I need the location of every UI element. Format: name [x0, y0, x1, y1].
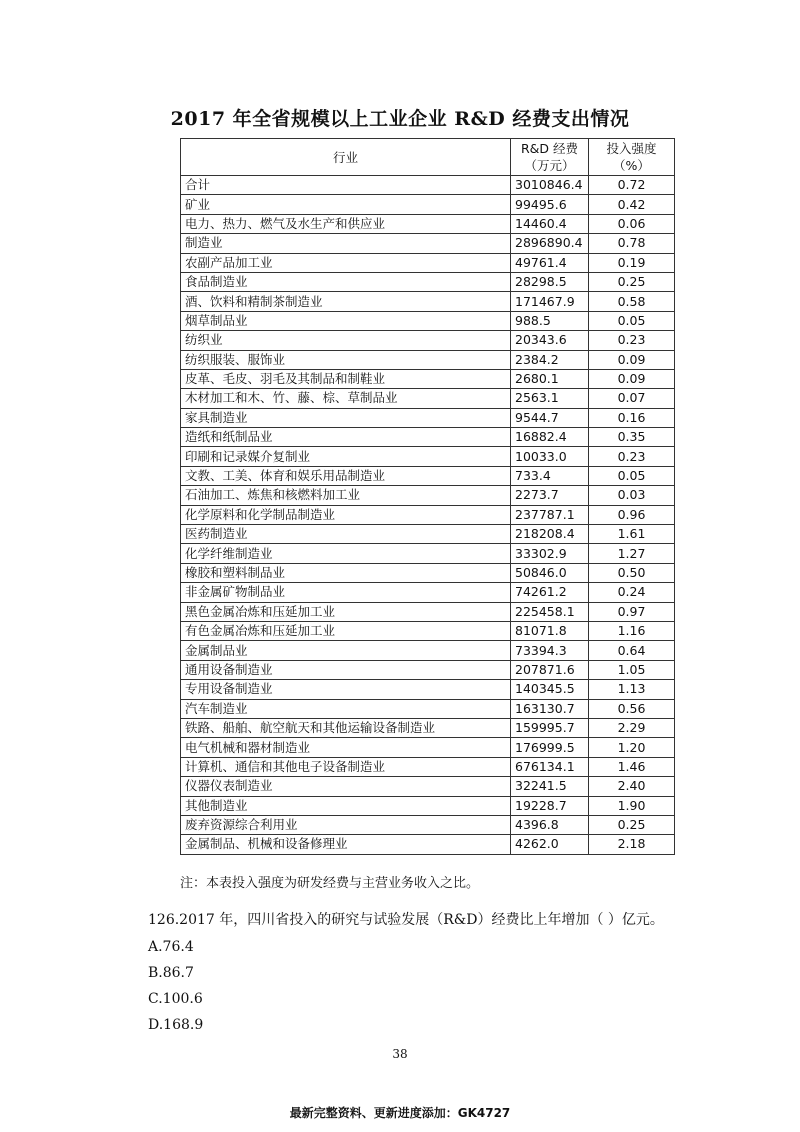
- table-row: [181, 176, 675, 195]
- industry-cell: 黑色金属冶炼和压延加工业: [181, 602, 511, 621]
- table-row: [181, 641, 675, 660]
- header-industry: 行业: [181, 139, 511, 176]
- rd-value-cell: 988.5: [511, 311, 589, 330]
- table-row: [181, 796, 675, 815]
- industry-cell: 烟草制品业: [181, 311, 511, 330]
- table-row: [181, 292, 675, 311]
- intensity-cell: 1.27: [589, 544, 675, 563]
- footer-text: 最新完整资料、更新进度添加：GK4727: [289, 1106, 511, 1120]
- intensity-cell: 0.16: [589, 408, 675, 427]
- rd-value-cell: 2384.2: [511, 350, 589, 369]
- industry-cell: 有色金属冶炼和压延加工业: [181, 621, 511, 640]
- rd-value-cell: 14460.4: [511, 214, 589, 233]
- intensity-cell: 0.23: [589, 331, 675, 350]
- header-intensity: [589, 139, 675, 176]
- industry-cell: 电气机械和器材制造业: [181, 738, 511, 757]
- industry-cell: 金属制品业: [181, 641, 511, 660]
- intensity-cell: 0.09: [589, 369, 675, 388]
- industry-cell: 矿业: [181, 195, 511, 214]
- industry-cell: 木材加工和木、竹、藤、棕、草制品业: [181, 389, 511, 408]
- industry-cell: 橡胶和塑料制品业: [181, 563, 511, 582]
- intensity-cell: 2.29: [589, 718, 675, 737]
- intensity-cell: 0.58: [589, 292, 675, 311]
- rd-value-cell: 676134.1: [511, 757, 589, 776]
- rd-value-cell: 3010846.4: [511, 176, 589, 195]
- rd-value-cell: 140345.5: [511, 680, 589, 699]
- table-header-row: [181, 139, 675, 176]
- industry-cell: 汽车制造业: [181, 699, 511, 718]
- header-intensity-line1: 投入强度: [606, 141, 657, 156]
- intensity-cell: 0.35: [589, 428, 675, 447]
- rd-value-cell: 218208.4: [511, 525, 589, 544]
- table-row: [181, 583, 675, 602]
- rd-value-cell: 33302.9: [511, 544, 589, 563]
- rd-value-cell: 81071.8: [511, 621, 589, 640]
- rd-value-cell: 99495.6: [511, 195, 589, 214]
- intensity-cell: 0.64: [589, 641, 675, 660]
- table-row: [181, 408, 675, 427]
- intensity-cell: 0.42: [589, 195, 675, 214]
- intensity-cell: 0.96: [589, 505, 675, 524]
- table-row: [181, 757, 675, 776]
- intensity-cell: 0.97: [589, 602, 675, 621]
- intensity-cell: 0.78: [589, 234, 675, 253]
- table-row: [181, 486, 675, 505]
- industry-cell: 计算机、通信和其他电子设备制造业: [181, 757, 511, 776]
- option-b: B.86.7: [148, 965, 194, 981]
- industry-cell: 纺织业: [181, 331, 511, 350]
- industry-cell: 铁路、船舶、航空航天和其他运输设备制造业: [181, 718, 511, 737]
- intensity-cell: 1.20: [589, 738, 675, 757]
- industry-cell: 废弃资源综合利用业: [181, 815, 511, 834]
- table-row: [181, 253, 675, 272]
- table-row: [181, 525, 675, 544]
- intensity-cell: 1.61: [589, 525, 675, 544]
- table-row: [181, 699, 675, 718]
- table-row: [181, 660, 675, 679]
- header-rd-value-unit: （万元）: [524, 158, 575, 173]
- table-row: [181, 505, 675, 524]
- table-row: [181, 777, 675, 796]
- industry-cell: 通用设备制造业: [181, 660, 511, 679]
- industry-cell: 电力、热力、燃气及水生产和供应业: [181, 214, 511, 233]
- rd-value-cell: 176999.5: [511, 738, 589, 757]
- intensity-cell: 2.40: [589, 777, 675, 796]
- industry-cell: 农副产品加工业: [181, 253, 511, 272]
- industry-cell: 非金属矿物制品业: [181, 583, 511, 602]
- industry-cell: 医药制造业: [181, 525, 511, 544]
- intensity-cell: 0.09: [589, 350, 675, 369]
- industry-cell: 造纸和纸制品业: [181, 428, 511, 447]
- header-rd-value: [511, 139, 589, 176]
- rd-value-cell: 50846.0: [511, 563, 589, 582]
- rd-value-cell: 16882.4: [511, 428, 589, 447]
- intensity-cell: 0.07: [589, 389, 675, 408]
- intensity-cell: 0.25: [589, 815, 675, 834]
- intensity-cell: 2.18: [589, 835, 675, 854]
- industry-cell: 酒、饮料和精制茶制造业: [181, 292, 511, 311]
- industry-cell: 金属制品、机械和设备修理业: [181, 835, 511, 854]
- rd-value-cell: 28298.5: [511, 272, 589, 291]
- question-text: 126.2017 年，四川省投入的研究与试验发展（R&D）经费比上年增加（ ）亿元。: [148, 912, 664, 928]
- rd-value-cell: 20343.6: [511, 331, 589, 350]
- rd-value-cell: 163130.7: [511, 699, 589, 718]
- intensity-cell: 0.19: [589, 253, 675, 272]
- industry-cell: 专用设备制造业: [181, 680, 511, 699]
- table-row: [181, 544, 675, 563]
- table-row: [181, 621, 675, 640]
- table-row: [181, 738, 675, 757]
- table-row: [181, 835, 675, 854]
- rd-value-cell: 10033.0: [511, 447, 589, 466]
- intensity-cell: 1.05: [589, 660, 675, 679]
- table-row: [181, 195, 675, 214]
- rd-value-cell: 73394.3: [511, 641, 589, 660]
- rd-value-cell: 49761.4: [511, 253, 589, 272]
- table-title: 2017 年全省规模以上工业企业 R&D 经费支出情况: [170, 108, 630, 130]
- industry-cell: 印刷和记录媒介复制业: [181, 447, 511, 466]
- intensity-cell: 0.05: [589, 311, 675, 330]
- intensity-cell: 1.13: [589, 680, 675, 699]
- header-intensity-unit: （%）: [613, 158, 650, 173]
- industry-cell: 仪器仪表制造业: [181, 777, 511, 796]
- option-a: A.76.4: [148, 939, 194, 955]
- table-row: [181, 428, 675, 447]
- intensity-cell: 1.16: [589, 621, 675, 640]
- intensity-cell: 1.90: [589, 796, 675, 815]
- rd-value-cell: 32241.5: [511, 777, 589, 796]
- industry-cell: 合计: [181, 176, 511, 195]
- table-row: [181, 563, 675, 582]
- intensity-cell: 0.50: [589, 563, 675, 582]
- rd-value-cell: 4262.0: [511, 835, 589, 854]
- industry-cell: 其他制造业: [181, 796, 511, 815]
- rd-value-cell: 207871.6: [511, 660, 589, 679]
- rd-value-cell: 19228.7: [511, 796, 589, 815]
- rd-value-cell: 4396.8: [511, 815, 589, 834]
- table-row: [181, 234, 675, 253]
- industry-cell: 化学原料和化学制品制造业: [181, 505, 511, 524]
- rd-value-cell: 733.4: [511, 466, 589, 485]
- rd-value-cell: 74261.2: [511, 583, 589, 602]
- table-row: [181, 447, 675, 466]
- industry-cell: 皮革、毛皮、羽毛及其制品和制鞋业: [181, 369, 511, 388]
- intensity-cell: 0.03: [589, 486, 675, 505]
- table-row: [181, 331, 675, 350]
- table-row: [181, 214, 675, 233]
- intensity-cell: 0.25: [589, 272, 675, 291]
- industry-cell: 食品制造业: [181, 272, 511, 291]
- rd-expenditure-table: [180, 138, 675, 855]
- rd-value-cell: 237787.1: [511, 505, 589, 524]
- rd-value-cell: 2563.1: [511, 389, 589, 408]
- industry-cell: 化学纤维制造业: [181, 544, 511, 563]
- industry-cell: 家具制造业: [181, 408, 511, 427]
- table-row: [181, 466, 675, 485]
- rd-value-cell: 171467.9: [511, 292, 589, 311]
- page-number: 38: [392, 1047, 408, 1061]
- intensity-cell: 0.56: [589, 699, 675, 718]
- table-note: 注：本表投入强度为研发经费与主营业务收入之比。: [180, 876, 480, 891]
- rd-value-cell: 159995.7: [511, 718, 589, 737]
- intensity-cell: 0.06: [589, 214, 675, 233]
- industry-cell: 文教、工美、体育和娱乐用品制造业: [181, 466, 511, 485]
- industry-cell: 石油加工、炼焦和核燃料加工业: [181, 486, 511, 505]
- rd-value-cell: 2273.7: [511, 486, 589, 505]
- rd-value-cell: 2680.1: [511, 369, 589, 388]
- rd-value-cell: 2896890.4: [511, 234, 589, 253]
- industry-cell: 制造业: [181, 234, 511, 253]
- intensity-cell: 0.23: [589, 447, 675, 466]
- option-c: C.100.6: [148, 991, 203, 1007]
- intensity-cell: 0.05: [589, 466, 675, 485]
- intensity-cell: 0.72: [589, 176, 675, 195]
- table-row: [181, 815, 675, 834]
- table-row: [181, 680, 675, 699]
- option-d: D.168.9: [148, 1017, 204, 1033]
- table-row: [181, 350, 675, 369]
- intensity-cell: 0.24: [589, 583, 675, 602]
- intensity-cell: 1.46: [589, 757, 675, 776]
- table-row: [181, 369, 675, 388]
- table-row: [181, 311, 675, 330]
- rd-value-cell: 9544.7: [511, 408, 589, 427]
- industry-cell: 纺织服装、服饰业: [181, 350, 511, 369]
- table-row: [181, 718, 675, 737]
- table-row: [181, 602, 675, 621]
- table-row: [181, 272, 675, 291]
- table-row: [181, 389, 675, 408]
- rd-value-cell: 225458.1: [511, 602, 589, 621]
- header-rd-value-line1: R&D 经费: [520, 141, 579, 156]
